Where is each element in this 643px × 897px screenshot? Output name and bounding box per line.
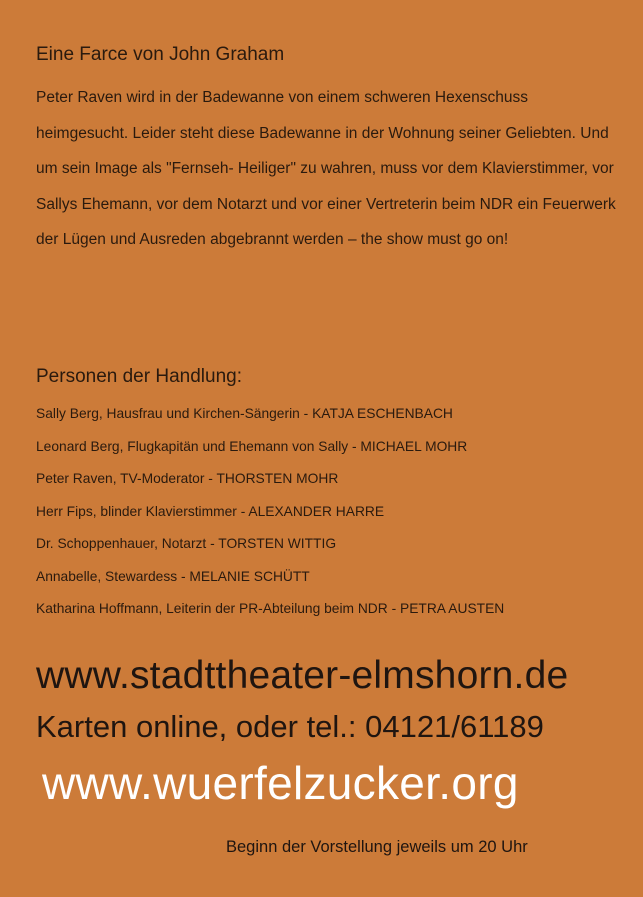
cast-item: Dr. Schoppenhauer, Notarzt - TORSTEN WITTIG: [36, 536, 337, 551]
cast-item: Katharina Hoffmann, Leiterin der PR-Abteilung beim NDR - PETRA AUSTEN: [36, 601, 505, 616]
cast-item: Annabelle, Stewardess - MELANIE SCHÜTT: [36, 568, 310, 584]
cast-heading: Personen der Handlung:: [36, 366, 242, 387]
ensemble-website: www.wuerfelzucker.org: [42, 757, 519, 809]
theater-website: www.stadttheater-elmshorn.de: [36, 654, 569, 697]
plot-summary: Peter Raven wird in der Badewanne von einem schweren Hexenschuss heimgesucht. Leider steht diese Badewanne in der Wohnung seiner Geliebten. Und um sein Image als "Fernseh- Heiliger" zu wahren, muss vor dem Klavierstimmer, vor Sallys Ehemann, vor dem Notarzt und vor einer Vertreterin beim NDR ein Feuerwerk der Lügen und Ausreden abgebrannt werden – the show must go on!: [36, 89, 616, 248]
play-subtitle: Eine Farce von John Graham: [36, 44, 285, 65]
show-start-time: Beginn der Vorstellung jeweils um 20 Uhr: [226, 838, 528, 856]
cast-item: Herr Fips, blinder Klavierstimmer - ALEXANDER HARRE: [36, 503, 385, 519]
cast-item: Leonard Berg, Flugkapitän und Ehemann von Sally - MICHAEL MOHR: [36, 438, 468, 454]
ticket-info: Karten online, oder tel.: 04121/61189: [36, 709, 544, 744]
cast-list: [36, 398, 626, 626]
cast-item: Sally Berg, Hausfrau und Kirchen-Sängerin - KATJA ESCHENBACH: [36, 406, 453, 421]
cast-item: Peter Raven, TV-Moderator - THORSTEN MOHR: [36, 471, 339, 486]
